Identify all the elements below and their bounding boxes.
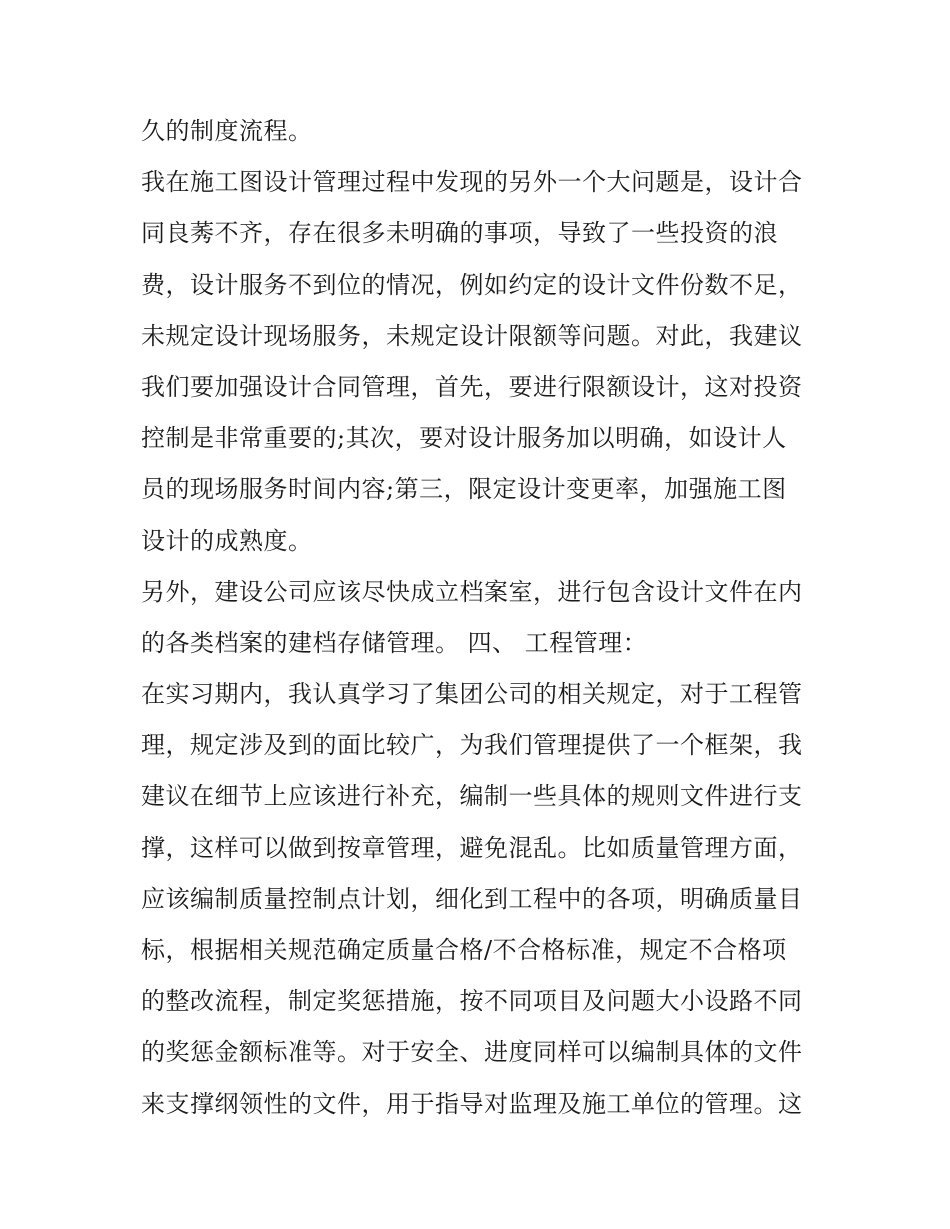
text-line: 建议在细节上应该进行补充，编制一些具体的规则文件进行支	[141, 782, 803, 811]
text-line: 标，根据相关规范确定质量合格/不合格标准，规定不合格项	[141, 936, 787, 964]
text-line: 撑，这样可以做到按章管理，避免混乱。比如质量管理方面，	[141, 833, 803, 862]
text-line: 费，设计服务不到位的情况，例如约定的设计文件份数不足，	[141, 270, 803, 299]
text-line: 的各类档案的建档存储管理。 四、 工程管理：	[141, 628, 648, 657]
text-line: 的整改流程，制定奖惩措施，按不同项目及问题大小设路不同	[141, 987, 803, 1016]
text-line: 另外，建设公司应该尽快成立档案室，进行包含设计文件在内	[141, 577, 803, 606]
text-line: 未规定设计现场服务，未规定设计限额等问题。对此，我建议	[141, 321, 803, 350]
text-line: 我在施工图设计管理过程中发现的另外一个大问题是，设计合	[141, 168, 803, 197]
text-line: 我们要加强设计合同管理，首先，要进行限额设计，这对投资	[141, 372, 803, 401]
text-line: 在实习期内，我认真学习了集团公司的相关规定，对于工程管	[141, 680, 803, 709]
text-line: 设计的成熟度。	[141, 526, 313, 555]
text-line: 应该编制质量控制点计划，细化到工程中的各项，明确质量目	[141, 884, 803, 913]
text-line: 久的制度流程。	[141, 117, 313, 145]
text-line: 员的现场服务时间内容;第三，限定设计变更率，加强施工图	[141, 475, 787, 504]
text-line: 控制是非常重要的;其次，要对设计服务加以明确，如设计人	[141, 424, 787, 453]
body-text	[141, 106, 821, 1130]
text-line: 的奖惩金额标准等。对于安全、进度同样可以编制具体的文件	[141, 1038, 803, 1067]
text-line: 来支撑纲领性的文件，用于指导对监理及施工单位的管理。这	[141, 1089, 803, 1118]
text-line: 同良莠不齐，存在很多未明确的事项，导致了一些投资的浪	[141, 219, 778, 248]
text-line: 理，规定涉及到的面比较广，为我们管理提供了一个框架，我	[141, 731, 803, 760]
